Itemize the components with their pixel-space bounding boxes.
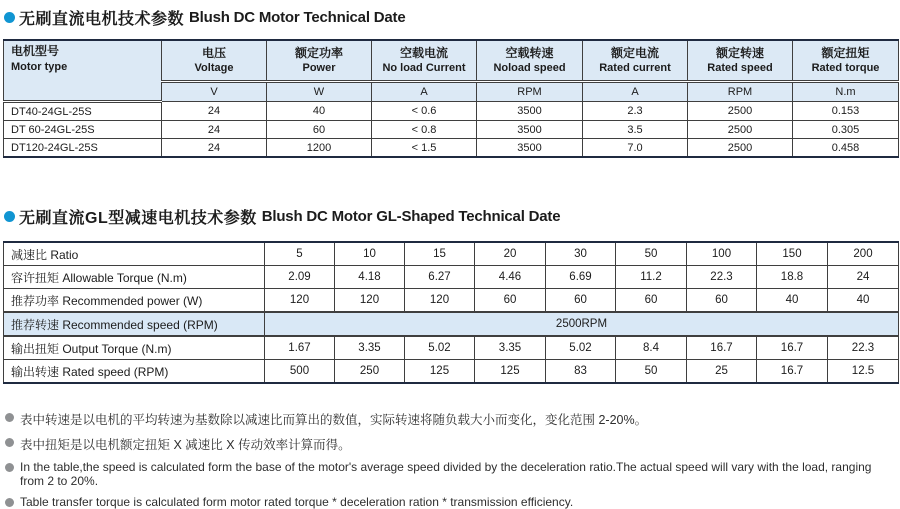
footnote-text: 表中转速是以电机的平均转速为基数除以减速比而算出的数值，实际转速将随负载大小而变化，变化范围 2-20%。	[20, 413, 648, 427]
cell-value: 0.153	[793, 102, 899, 121]
cell-value: 25	[687, 360, 757, 384]
cell-value: 24	[162, 121, 267, 139]
cell-value: 3500	[477, 102, 583, 121]
cell-value: 0.305	[793, 121, 899, 139]
cell-value: 60	[475, 289, 546, 313]
blue-bullet-icon	[4, 12, 15, 23]
unit-rated-current: A	[583, 82, 688, 102]
cell-value: 22.3	[687, 266, 757, 289]
cell-value: 24	[828, 266, 899, 289]
section1-title-en: Blush DC Motor Technical Date	[189, 9, 406, 26]
unit-noload-speed: RPM	[477, 82, 583, 102]
row-label: 推荐转速 Recommended speed (RPM)	[4, 312, 265, 336]
cell-value: 500	[265, 360, 335, 384]
cell-value: 3500	[477, 121, 583, 139]
cell-model: DT 60-24GL-25S	[4, 121, 162, 139]
cell-value: 16.7	[757, 360, 828, 384]
unit-rated-speed: RPM	[688, 82, 793, 102]
footnote-2	[5, 435, 898, 453]
unit-noload-current: A	[372, 82, 477, 102]
cell-value: 2.3	[583, 102, 688, 121]
cell-merged-speed: 2500RPM	[265, 312, 899, 336]
cell-value: 18.8	[757, 266, 828, 289]
footnote-1	[5, 410, 898, 428]
col-header-rated-speed-en: Rated speed	[707, 62, 773, 75]
cell-value: 6.27	[405, 266, 475, 289]
cell-value: 10	[335, 242, 405, 266]
cell-value: 1.67	[265, 336, 335, 360]
cell-value: 100	[687, 242, 757, 266]
row-recommended-power	[4, 289, 899, 313]
cell-value: 125	[475, 360, 546, 384]
cell-value: 40	[757, 289, 828, 313]
cell-value: 22.3	[828, 336, 899, 360]
section2-title	[4, 205, 898, 228]
col-header-rated-speed	[688, 40, 793, 82]
col-header-rated-speed-zh: 额定转速	[715, 45, 764, 60]
cell-value: 83	[546, 360, 616, 384]
row-rated-speed	[4, 360, 899, 384]
cell-value: 30	[546, 242, 616, 266]
cell-model: DT120-24GL-25S	[4, 139, 162, 158]
col-header-voltage-en: Voltage	[194, 62, 234, 75]
col-header-power-en: Power	[302, 62, 336, 75]
section2-title-en: Blush DC Motor GL-Shaped Technical Date	[261, 208, 561, 225]
table-row-dt120	[4, 139, 899, 158]
footnotes	[5, 410, 898, 509]
row-output-torque	[4, 336, 899, 360]
gray-bullet-icon	[5, 463, 14, 472]
gear-spec-table	[3, 241, 899, 384]
col-header-rated-torque-zh: 额定扭矩	[821, 45, 870, 60]
cell-value: 5.02	[405, 336, 475, 360]
row-allowable-torque	[4, 266, 899, 289]
cell-value: 15	[405, 242, 475, 266]
cell-value: 60	[616, 289, 687, 313]
col-header-rated-torque	[793, 40, 899, 82]
footnote-text: In the table,the speed is calculated form the base of the motor's average speed divided by the deceleration ratio.The actual speed will vary with the load, ranging from 2 to 20%.	[20, 460, 872, 488]
cell-value: < 0.6	[372, 102, 477, 121]
cell-value: 50	[616, 360, 687, 384]
section1-title-zh: 无刷直流电机技术参数	[19, 11, 185, 28]
cell-value: 3.35	[335, 336, 405, 360]
cell-value: 40	[267, 102, 372, 121]
col-header-motor-type-zh: 电机型号	[11, 44, 60, 58]
cell-value: 60	[546, 289, 616, 313]
col-header-power-zh: 额定功率	[294, 45, 343, 60]
cell-value: 20	[475, 242, 546, 266]
cell-value: 150	[757, 242, 828, 266]
gray-bullet-icon	[5, 413, 14, 422]
cell-value: 12.5	[828, 360, 899, 384]
row-recommended-speed	[4, 312, 899, 336]
col-header-rated-current	[583, 40, 688, 82]
cell-value: < 0.8	[372, 121, 477, 139]
unit-rated-torque: N.m	[793, 82, 899, 102]
col-header-noload-current-en: No load Current	[382, 62, 466, 75]
unit-voltage: V	[162, 82, 267, 102]
cell-value: 120	[335, 289, 405, 313]
cell-value: 3.35	[475, 336, 546, 360]
cell-value: 16.7	[757, 336, 828, 360]
col-header-noload-speed	[477, 40, 583, 82]
unit-power: W	[267, 82, 372, 102]
table-row-dt60	[4, 121, 899, 139]
cell-value: 60	[687, 289, 757, 313]
col-header-rated-current-zh: 额定电流	[610, 45, 659, 60]
col-header-noload-current	[372, 40, 477, 82]
cell-value: 120	[405, 289, 475, 313]
cell-value: 200	[828, 242, 899, 266]
blue-bullet-icon	[4, 211, 15, 222]
col-header-voltage	[162, 40, 267, 82]
footnote-text: 表中扭矩是以电机额定扭矩 X 减速比 X 传动效率计算而得。	[20, 438, 351, 452]
row-ratio	[4, 242, 899, 266]
cell-value: < 1.5	[372, 139, 477, 158]
col-header-voltage-zh: 电压	[201, 45, 226, 60]
col-header-motor-type	[4, 40, 162, 102]
cell-value: 0.458	[793, 139, 899, 158]
col-header-noload-current-zh: 空载电流	[399, 45, 448, 60]
col-header-motor-type-en: Motor type	[11, 60, 68, 73]
cell-value: 2500	[688, 102, 793, 121]
gray-bullet-icon	[5, 438, 14, 447]
section1-title	[4, 6, 898, 29]
cell-value: 2500	[688, 139, 793, 158]
cell-value: 5.02	[546, 336, 616, 360]
cell-value: 3500	[477, 139, 583, 158]
cell-value: 8.4	[616, 336, 687, 360]
motor-spec-table	[3, 39, 899, 158]
table-row-dt40	[4, 102, 899, 121]
row-label: 输出扭矩 Output Torque (N.m)	[4, 336, 265, 360]
col-header-rated-current-en: Rated current	[599, 62, 671, 75]
cell-value: 24	[162, 139, 267, 158]
cell-model: DT40-24GL-25S	[4, 102, 162, 121]
footnote-4	[5, 495, 898, 509]
cell-value: 250	[335, 360, 405, 384]
cell-value: 125	[405, 360, 475, 384]
col-header-noload-speed-zh: 空载转速	[505, 45, 554, 60]
row-label: 输出转速 Rated speed (RPM)	[4, 360, 265, 384]
cell-value: 6.69	[546, 266, 616, 289]
cell-value: 2.09	[265, 266, 335, 289]
row-label: 容许扭矩 Allowable Torque (N.m)	[4, 266, 265, 289]
cell-value: 40	[828, 289, 899, 313]
gray-bullet-icon	[5, 498, 14, 507]
footnote-text: Table transfer torque is calculated form motor rated torque * deceleration ration * transmission efficiency.	[20, 495, 574, 509]
cell-value: 1200	[267, 139, 372, 158]
cell-value: 16.7	[687, 336, 757, 360]
cell-value: 4.46	[475, 266, 546, 289]
cell-value: 7.0	[583, 139, 688, 158]
cell-value: 60	[267, 121, 372, 139]
col-header-noload-speed-en: Noload speed	[493, 62, 566, 75]
cell-value: 4.18	[335, 266, 405, 289]
cell-value: 5	[265, 242, 335, 266]
row-label: 推荐功率 Recommended power (W)	[4, 289, 265, 313]
col-header-rated-torque-en: Rated torque	[811, 62, 880, 75]
section2-title-zh: 无刷直流GL型减速电机技术参数	[19, 210, 257, 227]
cell-value: 11.2	[616, 266, 687, 289]
cell-value: 2500	[688, 121, 793, 139]
row-label: 减速比 Ratio	[4, 242, 265, 266]
footnote-3	[5, 460, 898, 488]
cell-value: 3.5	[583, 121, 688, 139]
cell-value: 24	[162, 102, 267, 121]
cell-value: 120	[265, 289, 335, 313]
cell-value: 50	[616, 242, 687, 266]
col-header-power	[267, 40, 372, 82]
